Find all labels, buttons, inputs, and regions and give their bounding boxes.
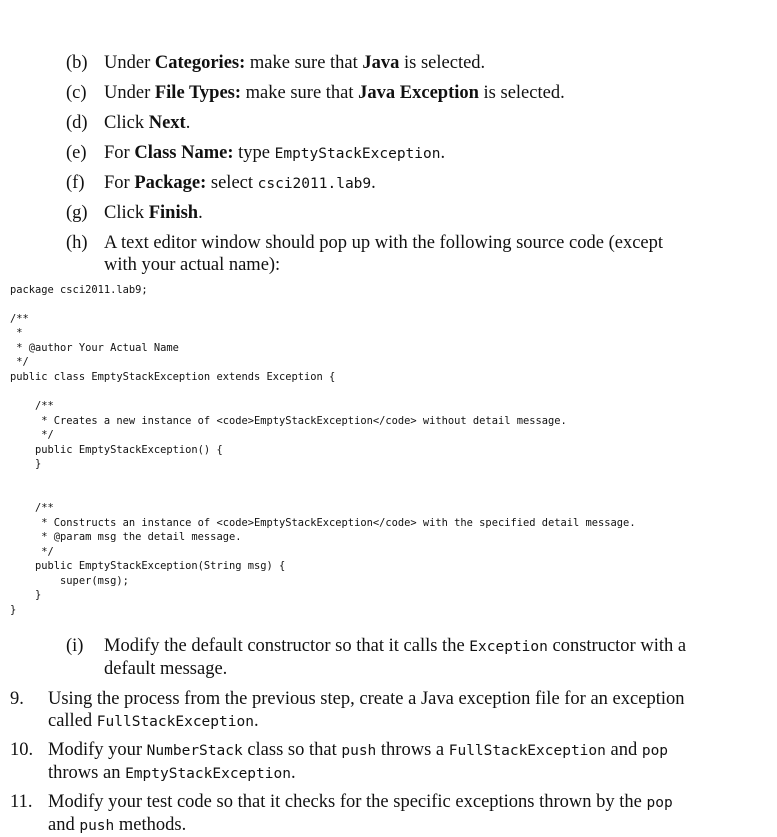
step-11 bbox=[10, 791, 745, 837]
text: select bbox=[206, 173, 258, 193]
code-line: public class EmptyStackException extends Exception { bbox=[10, 371, 336, 383]
step-f bbox=[66, 172, 756, 195]
bold-text: Categories: bbox=[154, 53, 246, 73]
text: and bbox=[605, 740, 642, 760]
step-e bbox=[66, 142, 756, 165]
code-text: csci2011.lab9 bbox=[257, 176, 372, 192]
code-line: * @param msg the detail message. bbox=[10, 531, 242, 543]
code-line: * Creates a new instance of <code>EmptyStackException</code> without detail message. bbox=[10, 415, 567, 427]
step-label: 11. bbox=[10, 792, 33, 812]
text: Using the process from the previous step, create a Java exception file for an exception bbox=[48, 689, 685, 709]
text: . bbox=[371, 173, 376, 193]
step-h bbox=[66, 232, 756, 276]
code-text: NumberStack bbox=[146, 743, 243, 759]
code-line: } bbox=[10, 458, 42, 470]
bold-text: Finish bbox=[148, 203, 199, 223]
text: . bbox=[290, 763, 296, 783]
step-label: (b) bbox=[66, 53, 88, 73]
step-10 bbox=[10, 739, 745, 785]
text: Modify your bbox=[48, 740, 147, 760]
code-line: */ bbox=[10, 429, 54, 441]
step-d bbox=[66, 112, 756, 134]
text: throws a bbox=[376, 740, 449, 760]
text: Under bbox=[104, 83, 155, 103]
step-label: (g) bbox=[66, 203, 88, 223]
code-line: /** bbox=[10, 400, 54, 412]
text: For bbox=[104, 173, 135, 193]
text: A text editor window should pop up with the following source code (except bbox=[104, 233, 664, 253]
text: make sure that bbox=[245, 53, 363, 73]
text: constructor with a bbox=[547, 636, 687, 656]
step-label: 10. bbox=[10, 740, 34, 760]
text: methods. bbox=[114, 815, 187, 835]
step-label: (f) bbox=[66, 173, 85, 193]
code-line: /** bbox=[10, 502, 54, 514]
step-label: (h) bbox=[66, 233, 88, 253]
code-text: EmptyStackException bbox=[125, 766, 291, 782]
text: type bbox=[233, 143, 275, 163]
code-line: * bbox=[10, 327, 23, 339]
text: and bbox=[48, 815, 80, 835]
bold-text: Class Name: bbox=[134, 143, 234, 163]
text: with your actual name): bbox=[104, 255, 281, 275]
text: . bbox=[440, 143, 446, 163]
text: Modify your test code so that it checks for the specific exceptions thrown by the bbox=[48, 792, 647, 812]
bold-text: Java Exception bbox=[358, 83, 479, 103]
code-line: super(msg); bbox=[10, 575, 129, 587]
code-line: /** bbox=[10, 313, 29, 325]
text: Modify the default constructor so that it calls the bbox=[104, 636, 470, 656]
text: Click bbox=[104, 203, 149, 223]
text: throws an bbox=[48, 763, 126, 783]
text: Under bbox=[104, 53, 155, 73]
step-label: (c) bbox=[66, 83, 87, 103]
text: Click bbox=[104, 113, 149, 133]
code-line: public EmptyStackException() { bbox=[10, 444, 223, 456]
code-text: Exception bbox=[469, 639, 548, 655]
code-text: FullStackException bbox=[96, 714, 254, 730]
step-i bbox=[66, 635, 756, 680]
code-text: pop bbox=[641, 743, 669, 759]
text: . bbox=[253, 711, 259, 731]
code-line: * Constructs an instance of <code>EmptyStackException</code> with the specified detail message. bbox=[10, 517, 636, 529]
text: default message. bbox=[104, 659, 228, 679]
step-label: (e) bbox=[66, 143, 87, 163]
bold-text: File Types: bbox=[154, 83, 242, 103]
bold-text: Package: bbox=[134, 173, 207, 193]
step-9 bbox=[10, 688, 745, 733]
bold-text: Next bbox=[148, 113, 186, 133]
code-line: public EmptyStackException(String msg) { bbox=[10, 560, 286, 572]
step-label: 9. bbox=[10, 689, 24, 709]
code-text: push bbox=[79, 818, 115, 834]
code-line: */ bbox=[10, 356, 29, 368]
text: . bbox=[198, 203, 203, 223]
text: is selected. bbox=[399, 53, 486, 73]
text: make sure that bbox=[241, 83, 359, 103]
text: is selected. bbox=[478, 83, 565, 103]
step-label: (d) bbox=[66, 113, 88, 133]
code-text: EmptyStackException bbox=[274, 146, 441, 162]
code-text: push bbox=[341, 743, 377, 759]
code-text: pop bbox=[646, 795, 673, 811]
text: . bbox=[185, 113, 191, 133]
code-line: */ bbox=[10, 546, 54, 558]
step-b bbox=[66, 52, 756, 74]
code-line: package csci2011.lab9; bbox=[10, 284, 148, 296]
bold-text: Java bbox=[362, 53, 400, 73]
step-c bbox=[66, 82, 756, 104]
text: called bbox=[48, 711, 97, 731]
code-line: } bbox=[10, 604, 17, 616]
text: For bbox=[104, 143, 135, 163]
code-line: } bbox=[10, 589, 42, 601]
step-label: (i) bbox=[66, 636, 84, 656]
text: class so that bbox=[242, 740, 342, 760]
step-g bbox=[66, 202, 756, 224]
code-text: FullStackException bbox=[448, 743, 606, 759]
code-line: * @author Your Actual Name bbox=[10, 342, 179, 354]
